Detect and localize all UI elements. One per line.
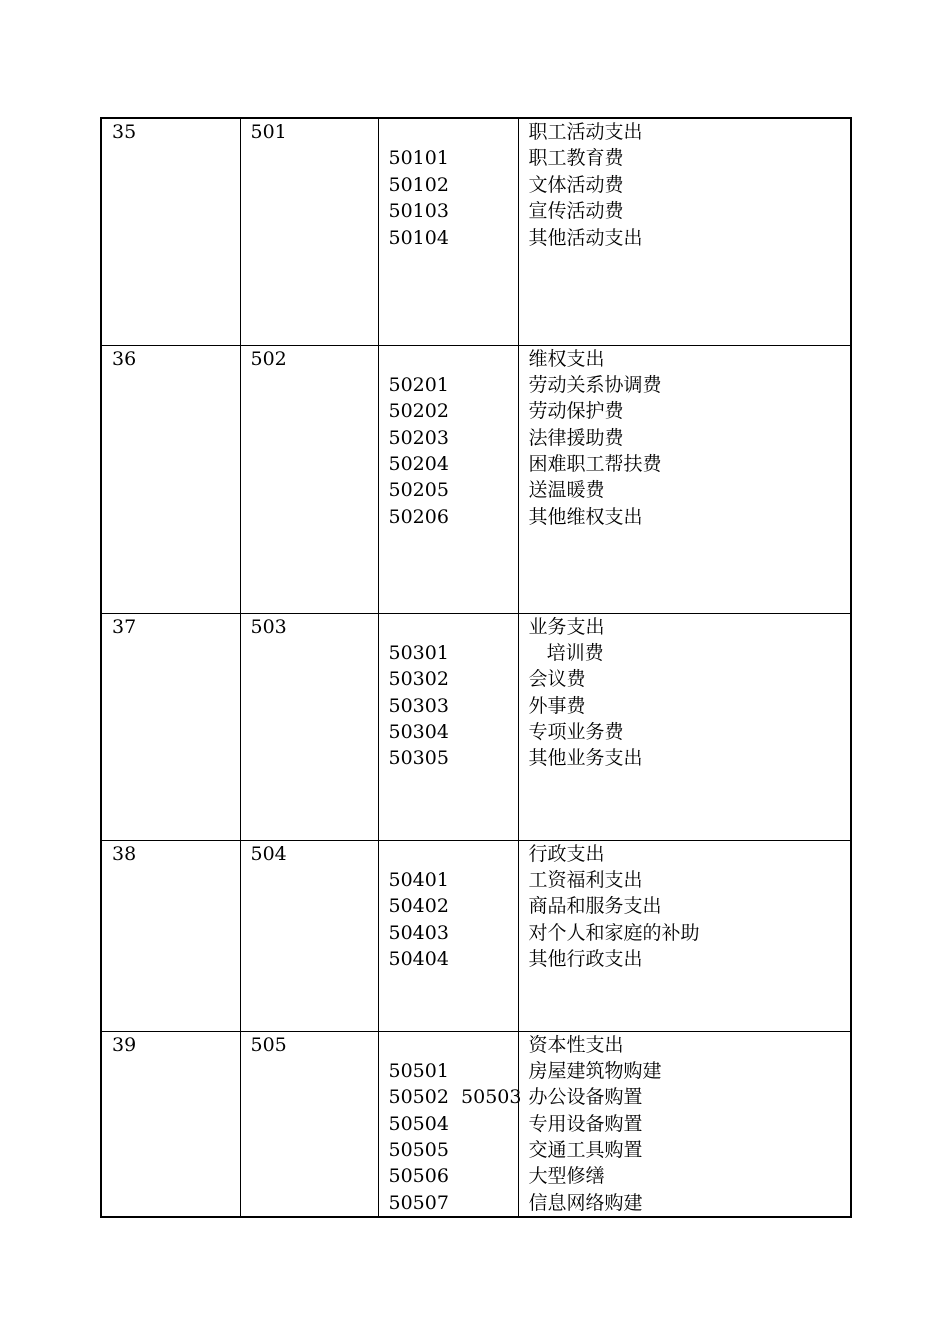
subaccount-name: 困难职工帮扶费 xyxy=(528,453,662,476)
subaccount-code: 50304 xyxy=(388,721,449,744)
subaccount-code xyxy=(389,841,508,867)
subaccount-name: 信息网络购建 xyxy=(528,1191,643,1214)
subaccount-code xyxy=(389,614,508,640)
subaccount-name: 其他业务支出 xyxy=(528,747,643,770)
seq-number: 38 xyxy=(112,842,137,865)
account-code-cell xyxy=(240,613,378,840)
subaccount-name: 其他维权支出 xyxy=(528,505,643,528)
subaccount-name: 大型修缮 xyxy=(528,1165,605,1188)
subaccount-name: 专用设备购置 xyxy=(528,1112,643,1135)
subaccount-code: 50401 xyxy=(388,868,449,891)
subaccount-code xyxy=(389,119,508,145)
subaccount-name: 劳动保护费 xyxy=(528,400,624,423)
subaccount-name: 交通工具购置 xyxy=(528,1139,643,1162)
account-code: 504 xyxy=(250,842,287,865)
seq-cell xyxy=(101,613,240,840)
account-names-cell xyxy=(518,1031,851,1217)
account-names-cell xyxy=(518,118,851,345)
subaccount-codes-cell xyxy=(378,118,518,345)
subaccount-name: 法律援助费 xyxy=(528,426,624,449)
subaccount-code: 50502 50503 xyxy=(388,1086,522,1109)
seq-number: 35 xyxy=(112,121,137,143)
subaccount-code xyxy=(389,1032,508,1058)
subaccount-code: 50101 xyxy=(388,147,449,170)
table-row xyxy=(101,345,851,613)
account-code-table xyxy=(100,117,852,1218)
subaccount-code: 50102 xyxy=(388,173,449,196)
subaccount-name: 办公设备购置 xyxy=(528,1086,643,1109)
account-code-cell xyxy=(240,1031,378,1217)
subaccount-name: 培训费 xyxy=(528,641,604,664)
subaccount-code: 50103 xyxy=(388,200,449,223)
subaccount-codes-cell xyxy=(378,840,518,1031)
subaccount-codes-cell xyxy=(378,613,518,840)
table-row xyxy=(101,118,851,345)
account-names-cell xyxy=(518,613,851,840)
subaccount-code: 50505 xyxy=(388,1139,449,1162)
subaccount-code: 50203 xyxy=(388,426,449,449)
subaccount-name: 会议费 xyxy=(528,668,586,691)
subaccount-name: 其他活动支出 xyxy=(528,226,643,249)
subaccount-code: 50501 xyxy=(388,1059,449,1082)
subaccount-code: 50403 xyxy=(388,921,449,944)
account-code-cell xyxy=(240,118,378,345)
subaccount-code: 50302 xyxy=(388,668,449,691)
account-name: 维权支出 xyxy=(528,347,605,370)
subaccount-code: 50402 xyxy=(388,895,449,918)
account-code: 502 xyxy=(250,347,287,370)
subaccount-codes-cell xyxy=(378,345,518,613)
seq-number: 36 xyxy=(112,347,137,370)
account-names-cell xyxy=(518,840,851,1031)
subaccount-code: 50506 xyxy=(388,1165,449,1188)
subaccount-code: 50305 xyxy=(388,747,449,770)
table-row xyxy=(101,1031,851,1217)
subaccount-codes-cell xyxy=(378,1031,522,1217)
subaccount-name: 职工教育费 xyxy=(528,147,624,170)
account-names-cell xyxy=(518,345,851,613)
subaccount-name: 送温暖费 xyxy=(528,479,605,502)
subaccount-name: 专项业务费 xyxy=(528,721,624,744)
subaccount-name: 文体活动费 xyxy=(528,173,624,196)
subaccount-name: 其他行政支出 xyxy=(528,948,643,971)
subaccount-code: 50202 xyxy=(388,400,449,423)
subaccount-code: 50204 xyxy=(388,453,449,476)
subaccount-code: 50104 xyxy=(388,226,449,249)
subaccount-name: 外事费 xyxy=(528,694,586,717)
subaccount-code: 50201 xyxy=(388,373,449,396)
seq-number: 39 xyxy=(112,1033,137,1056)
seq-cell xyxy=(101,840,240,1031)
seq-cell xyxy=(101,118,240,345)
account-name: 职工活动支出 xyxy=(528,121,643,143)
account-name: 行政支出 xyxy=(528,842,605,865)
account-code: 505 xyxy=(250,1033,287,1056)
subaccount-code xyxy=(389,346,508,372)
subaccount-name: 劳动关系协调费 xyxy=(528,373,662,396)
subaccount-code: 50205 xyxy=(388,479,449,502)
subaccount-code: 50303 xyxy=(388,694,449,717)
subaccount-code: 50507 xyxy=(388,1191,449,1214)
seq-cell xyxy=(101,345,240,613)
subaccount-code: 50206 xyxy=(388,505,449,528)
subaccount-name: 对个人和家庭的补助 xyxy=(528,921,700,944)
table-row xyxy=(101,840,851,1031)
account-code-cell xyxy=(240,840,378,1031)
account-code: 501 xyxy=(250,121,287,143)
account-code-cell xyxy=(240,345,378,613)
subaccount-code: 50504 xyxy=(388,1112,449,1135)
subaccount-name: 商品和服务支出 xyxy=(528,895,662,918)
subaccount-name: 工资福利支出 xyxy=(528,868,643,891)
account-name: 业务支出 xyxy=(528,615,605,638)
subaccount-code: 50404 xyxy=(388,948,449,971)
account-code: 503 xyxy=(250,615,287,638)
table-row xyxy=(101,613,851,840)
seq-number: 37 xyxy=(112,615,137,638)
table-body xyxy=(101,118,851,1217)
seq-cell xyxy=(101,1031,240,1217)
subaccount-name: 房屋建筑物购建 xyxy=(528,1059,662,1082)
subaccount-code: 50301 xyxy=(388,641,449,664)
account-name: 资本性支出 xyxy=(528,1033,624,1056)
subaccount-name: 宣传活动费 xyxy=(528,200,624,223)
